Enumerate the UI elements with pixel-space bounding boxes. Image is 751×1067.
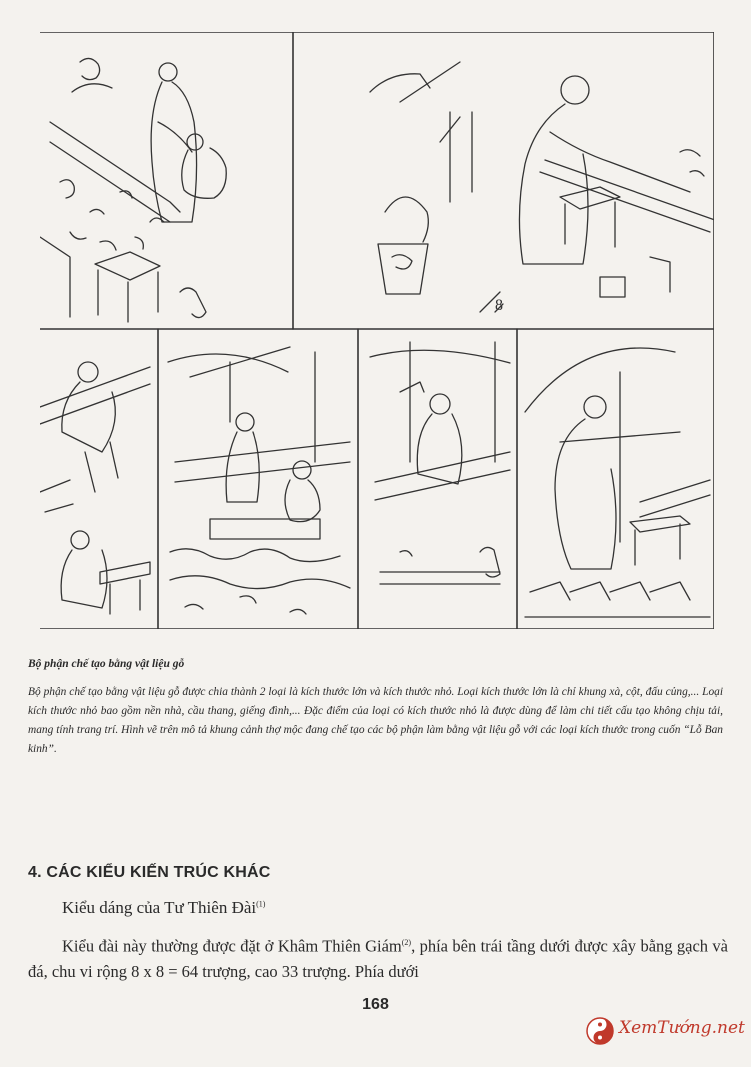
woodworking-illustration <box>40 32 714 629</box>
footnote-ref-2: (2) <box>401 938 412 947</box>
panel-chiselling <box>370 342 510 584</box>
body-paragraph <box>28 930 728 984</box>
footnote-ref-1: (1) <box>256 899 266 909</box>
panel-planing-beam <box>370 62 714 312</box>
page-number: 168 <box>362 996 389 1013</box>
body-paragraph-part2: , phía bên trái tầng dưới được xây bằng gạch và đá, chu vi rộng 8 x 8 = 64 trượng, cao 33 trượng. Phía dưới <box>28 936 728 981</box>
subsection-intro-text: Kiểu dáng của Tư Thiên Đài <box>62 898 257 917</box>
figure-label: 8 <box>495 297 503 314</box>
body-paragraph-part1: Kiểu đài này thường được đặt ở Khâm Thiên Giám <box>62 936 402 956</box>
figure-caption-body: Bộ phận chế tạo bằng vật liệu gỗ được chia thành 2 loại là kích thước lớn và kích thước nhỏ. Loại kích thước lớn là chỉ khung xà, cột, đấu củng,... Loại kích thước nhỏ bao gồm nền nhà, cầu thang, giếng đình,... Đặc điểm của loại có kích thước nhỏ là được dùng để làm chi tiết cấu tạo không chịu tải, mang tính trang trí. Hình vẽ trên mô tả khung cảnh thợ mộc đang chế tạo các bộ phận làm bằng vật liệu gỗ với các loại kích thước trong cuốn “Lỗ Ban kinh”. <box>28 686 723 755</box>
subsection-intro <box>62 898 265 918</box>
panel-master-inspecting <box>40 58 226 322</box>
panel-workshop <box>525 348 710 617</box>
watermark <box>585 1013 745 1055</box>
figure-caption-title: Bộ phận chế tạo bằng vật liệu gỗ <box>28 658 185 670</box>
yin-yang-icon <box>585 1016 615 1046</box>
section-heading: 4. CÁC KIỂU KIẾN TRÚC KHÁC <box>28 864 271 881</box>
watermark-text: XemTướng.net <box>619 1018 745 1038</box>
panel-sawing <box>40 362 150 614</box>
panel-foundation <box>168 347 350 614</box>
